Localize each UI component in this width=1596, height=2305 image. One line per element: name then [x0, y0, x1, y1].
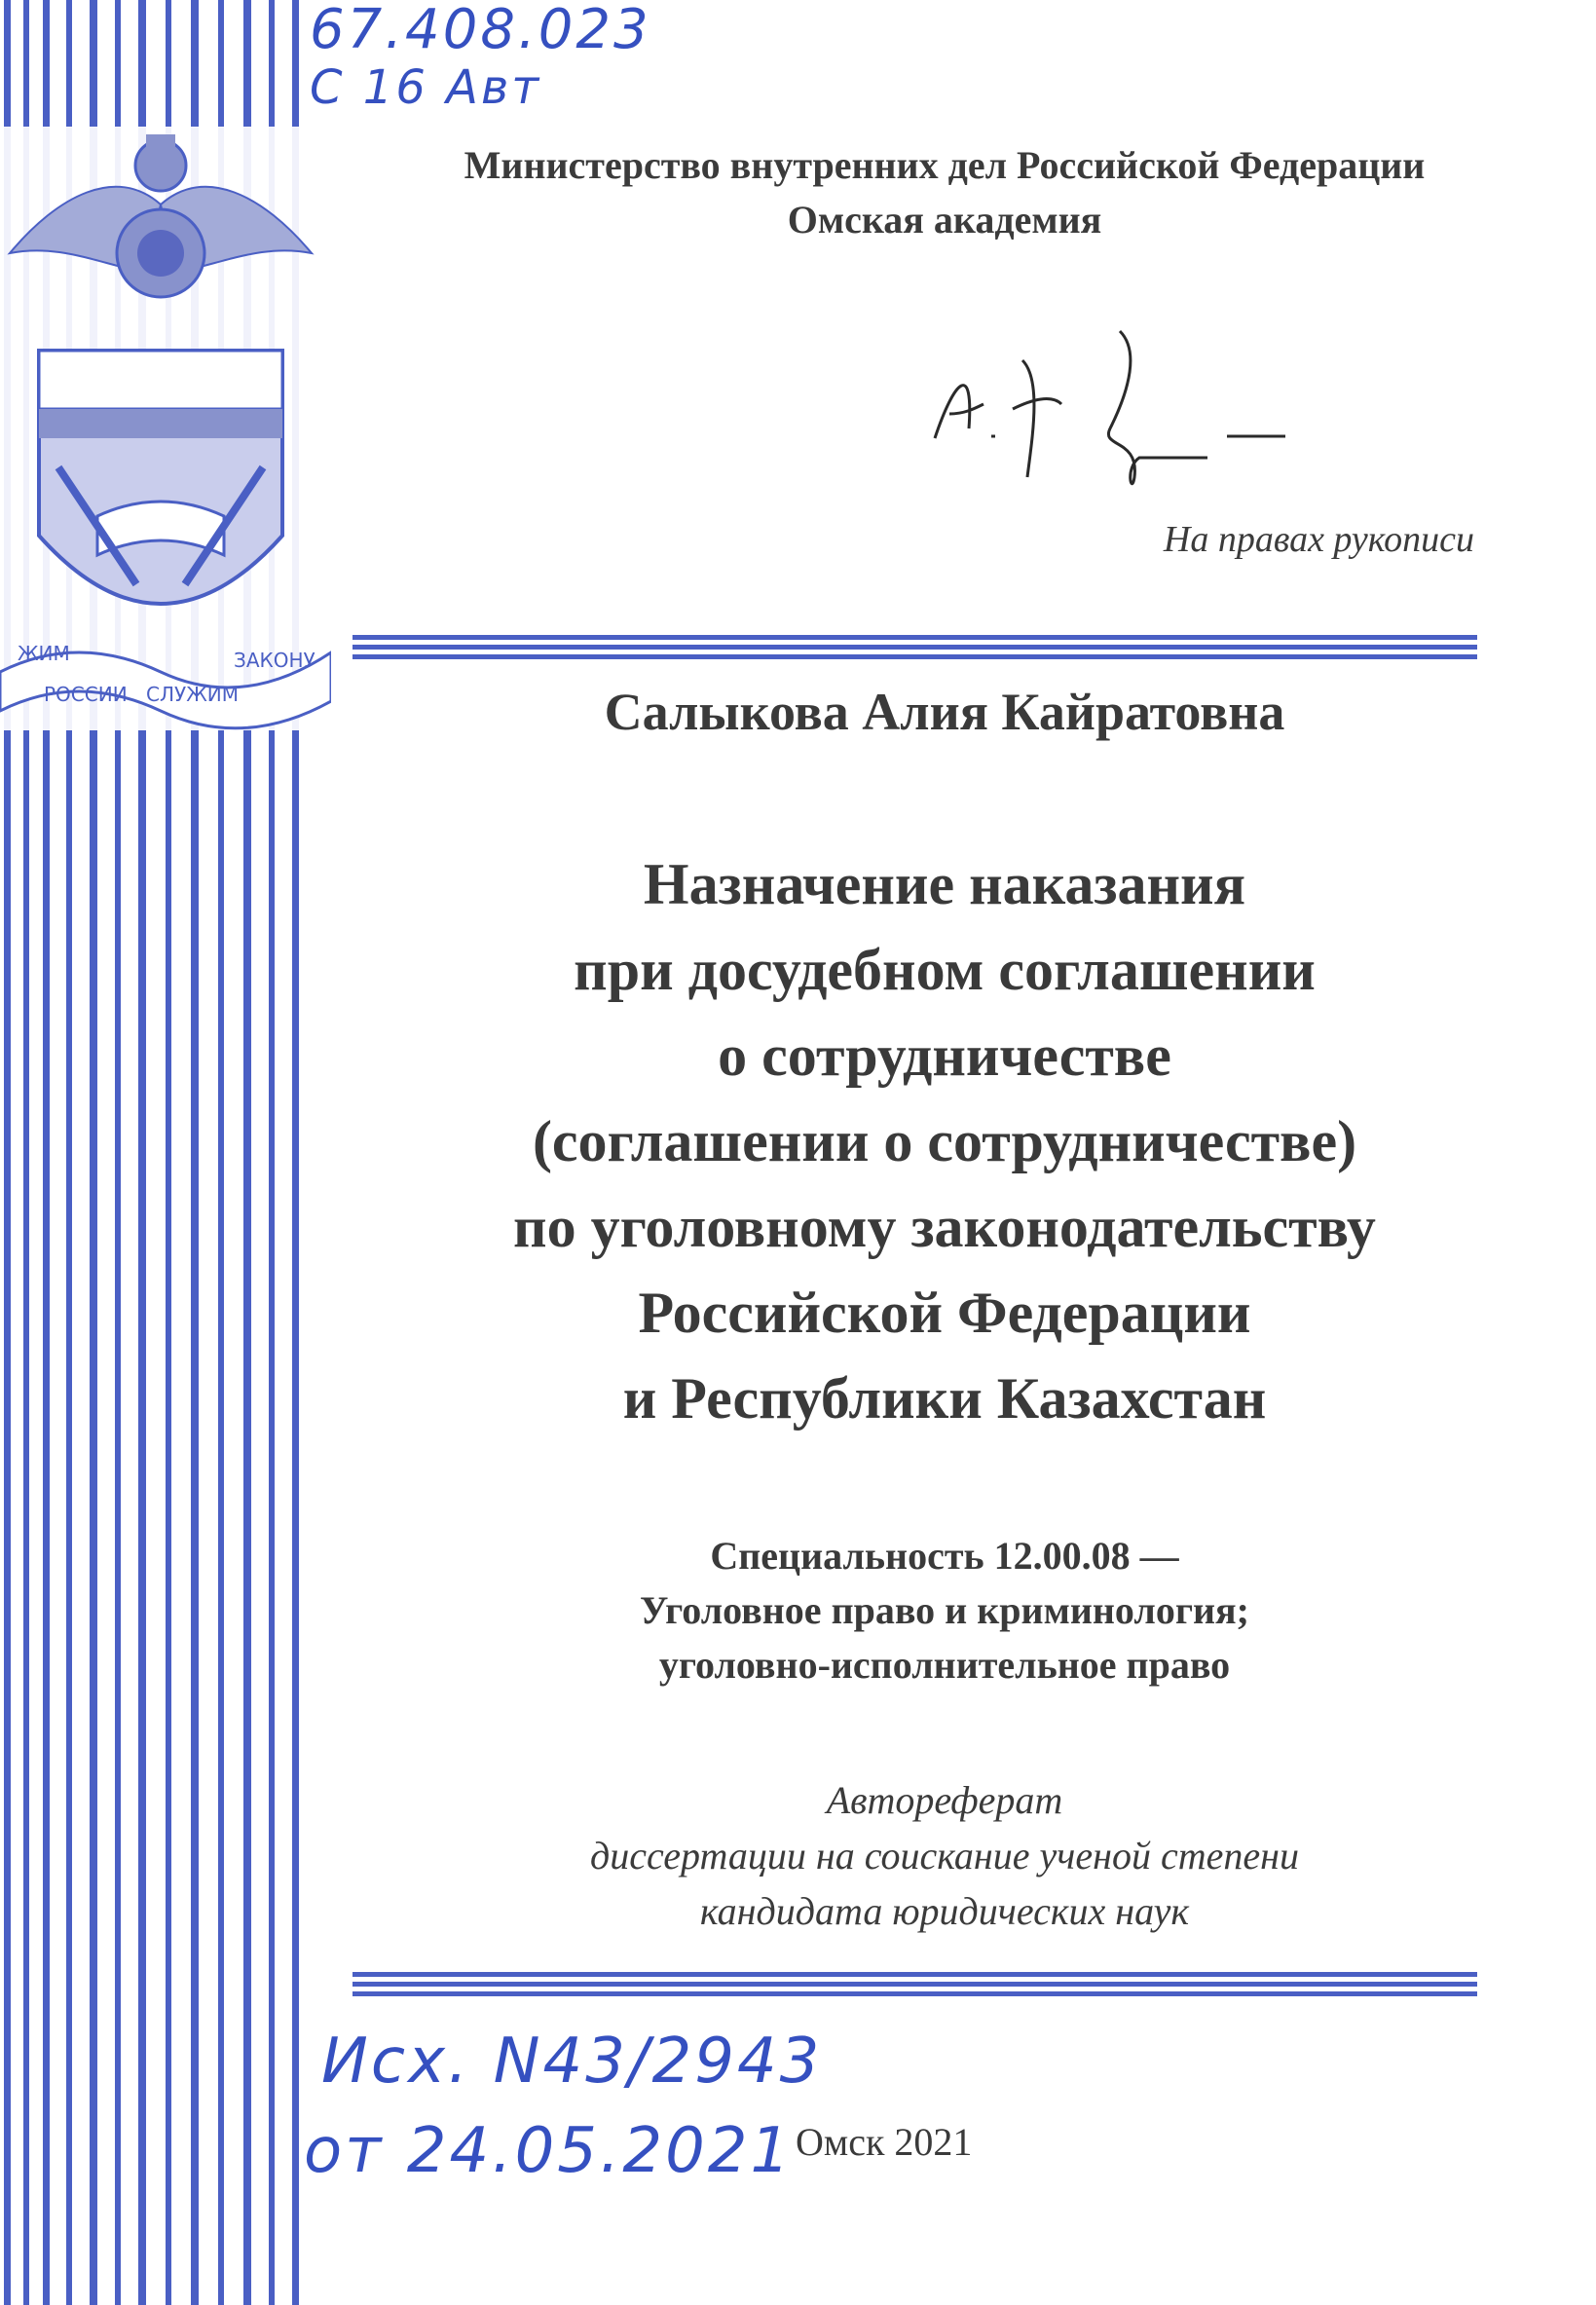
title-line: Российской Федерации	[638, 1281, 1251, 1345]
title-line: о сотрудничестве	[718, 1023, 1171, 1088]
bottom-divider	[353, 1972, 1477, 2001]
abstract-block	[331, 1772, 1558, 1939]
title-line: (соглашении о сотрудничестве)	[532, 1109, 1357, 1173]
author-name: Салыкова Алия Кайратовна	[604, 683, 1285, 741]
handwritten-registration-date: от 24.05.2021	[304, 2115, 794, 2187]
emblem-motto-left: ЖИМ	[18, 642, 70, 665]
abstract-degree: кандидата юридических наук	[699, 1889, 1190, 1933]
emblem-motto-serve: СЛУЖИМ	[146, 683, 239, 706]
top-divider	[353, 635, 1477, 664]
rights-note: На правах рукописи	[1163, 519, 1474, 560]
handwritten-registration-number: Исх. N43/2943	[321, 2026, 823, 2098]
academy-name: Омская академия	[787, 198, 1102, 242]
emblem-motto-russia: РОССИИ	[44, 683, 128, 706]
academy-emblem-icon	[0, 127, 331, 730]
dissertation-title	[331, 841, 1558, 1441]
ministry-name: Министерство внутренних дел Российской Федерации	[464, 143, 1426, 187]
abstract-label: Автореферат	[826, 1778, 1063, 1822]
title-line: Назначение наказания	[643, 852, 1246, 916]
specialty-code: Специальность 12.00.08 —	[710, 1534, 1179, 1578]
title-line: и Республики Казахстан	[622, 1366, 1267, 1431]
title-line: по уголовному законодательству	[513, 1195, 1376, 1259]
abstract-purpose: диссертации на соискание ученой степени	[590, 1834, 1299, 1877]
specialty-name: Уголовное право и криминология;	[640, 1588, 1249, 1632]
handwritten-author-mark: С 16 Авт	[310, 60, 542, 115]
handwritten-library-code: 67.408.023	[310, 0, 651, 61]
specialty-name-cont: уголовно-исполнительное право	[658, 1643, 1231, 1687]
ministry-header	[331, 138, 1558, 247]
emblem-motto-law: ЗАКОНУ	[234, 649, 315, 672]
signature-icon	[915, 321, 1324, 506]
title-line: при досудебном соглашении	[574, 938, 1316, 1002]
place-year: Омск 2021	[796, 2120, 973, 2164]
specialty-block	[331, 1529, 1558, 1692]
